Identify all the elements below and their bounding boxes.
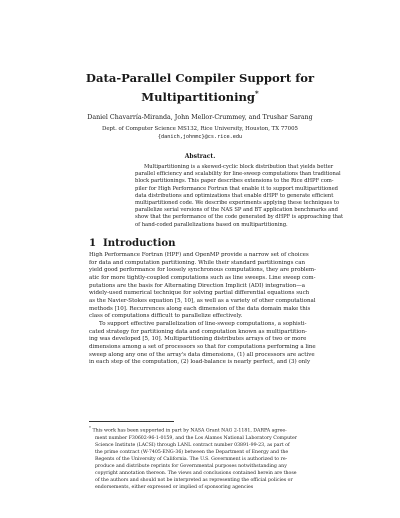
title-line-text: Multipartitioning bbox=[141, 89, 256, 104]
section-number: 1 bbox=[89, 237, 97, 249]
abstract-line: multipartitioned code. We describe experiments applying these techniques to bbox=[135, 200, 340, 207]
title-line bbox=[0, 86, 400, 105]
abstract-line: of hand-coded parallelizations based on multipartitioning. bbox=[135, 221, 288, 228]
paragraph-line: in each step of the computation, (2) load-balance is nearly perfect, and (3) only bbox=[89, 359, 311, 366]
paragraph-line: class of computations difficult to parallelize effectively. bbox=[89, 313, 243, 320]
paragraph-line: methods [10]. Recurrences along each dimension of the data domain make this bbox=[89, 305, 311, 312]
paragraph-line: as the Navier-Stokes equation [5, 10], as well as a variety of other computational bbox=[89, 297, 316, 304]
abstract-line: block partitionings. This paper describes extensions to the Rice dHPF com- bbox=[135, 178, 334, 185]
body-text bbox=[89, 252, 369, 367]
abstract-heading: Abstract. bbox=[184, 153, 216, 160]
paragraph-line: To support effective parallelization of line-sweep computations, a sophisti- bbox=[99, 320, 307, 327]
footnote-line: the prime contract (W-7405-ENG-36) between the Department of Energy and the bbox=[95, 449, 289, 455]
paragraph-line: yield good performance for loosely synchronous computations, they are problem- bbox=[89, 267, 317, 274]
footnote bbox=[89, 424, 369, 491]
section-heading bbox=[89, 237, 176, 249]
abstract-line: data distributions and optimizations that enable dHPF to generate efficient bbox=[135, 192, 334, 199]
author-list: Daniel Chavarría-Miranda, John Mellor-Crummey, and Trushar Sarang bbox=[87, 114, 313, 121]
footnote-rule bbox=[89, 421, 174, 422]
footnote-line: endorsements, either expressed or implied of sponsoring agencies bbox=[95, 484, 254, 490]
footnote-line: of the authors and should not be interpreted as representing the official policies or bbox=[95, 477, 293, 483]
affiliation: Dept. of Computer Science MS132, Rice University, Houston, TX 77005 bbox=[102, 126, 298, 132]
footnote-line: copyright annotation thereon. The views and conclusions contained herein are those bbox=[95, 470, 297, 476]
paragraph-line: ing was developed [5, 10]. Multipartitioning distributes arrays of two or more bbox=[89, 336, 307, 343]
paragraph-line: putations are the basis for Alternating Direction Implicit (ADI) integration—a bbox=[89, 282, 306, 289]
footnote-line: Regents of the University of California. The U.S. Government is authorized to re- bbox=[95, 456, 288, 462]
abstract-body bbox=[135, 164, 395, 229]
abstract-line: show that the performance of the code generated by dHPF is approaching that bbox=[135, 214, 344, 221]
footnote-line: Science Institute (LACSI) through LANL contract number 03891-99-23, as part of bbox=[95, 442, 290, 448]
paper-title bbox=[0, 70, 400, 105]
abstract-line: piler for High Performance Fortran that enable it to support multipartitioned bbox=[135, 185, 338, 192]
title-footnote-mark: * bbox=[255, 89, 259, 98]
paragraph-line: widely-used numerical technique for solving partial differential equations such bbox=[89, 290, 310, 297]
footnote-line-text: This work has been supported in part by NASA Grant NAG 2-1181, DARPA agree- bbox=[92, 428, 287, 434]
abstract-line: parallel efficiency and scalability for line-sweep computations than traditional bbox=[135, 171, 341, 178]
footnote-line: ment number F30602-96-1-0159, and the Los Alamos National Laboratory Computer bbox=[95, 435, 298, 441]
paragraph-line: cated strategy for partitioning data and computation known as multipartition- bbox=[89, 328, 307, 335]
paragraph-line: sweep along any one of the array's data dimensions, (1) all processors are active bbox=[89, 351, 315, 358]
paragraph-line: atic for more tightly-coupled computations such as line sweeps. Line sweep com- bbox=[89, 274, 316, 281]
footnote-line: produce and distribute reprints for Governmental purposes notwithstanding any bbox=[95, 463, 287, 469]
abstract-line: Multipartitioning is a skewed-cyclic block distribution that yields better bbox=[144, 164, 334, 170]
footnote-line bbox=[89, 424, 369, 435]
section-title: Introduction bbox=[103, 237, 176, 249]
paragraph-line: High Performance Fortran (HPF) and OpenMP provide a narrow set of choices bbox=[89, 252, 309, 258]
paragraph-line: for data and computation partitioning. While their standard partitionings can bbox=[89, 259, 306, 266]
author-email: {danich,johnmc}@cs.rice.edu bbox=[157, 134, 243, 140]
footnote-mark: * bbox=[89, 425, 91, 430]
abstract-line: parallelize serial versions of the NAS SP and BT application benchmarks and bbox=[135, 207, 338, 214]
paragraph-line: dimensions among a set of processors so that for computations performing a line bbox=[89, 343, 316, 350]
title-line: Data-Parallel Compiler Support for bbox=[85, 71, 315, 85]
